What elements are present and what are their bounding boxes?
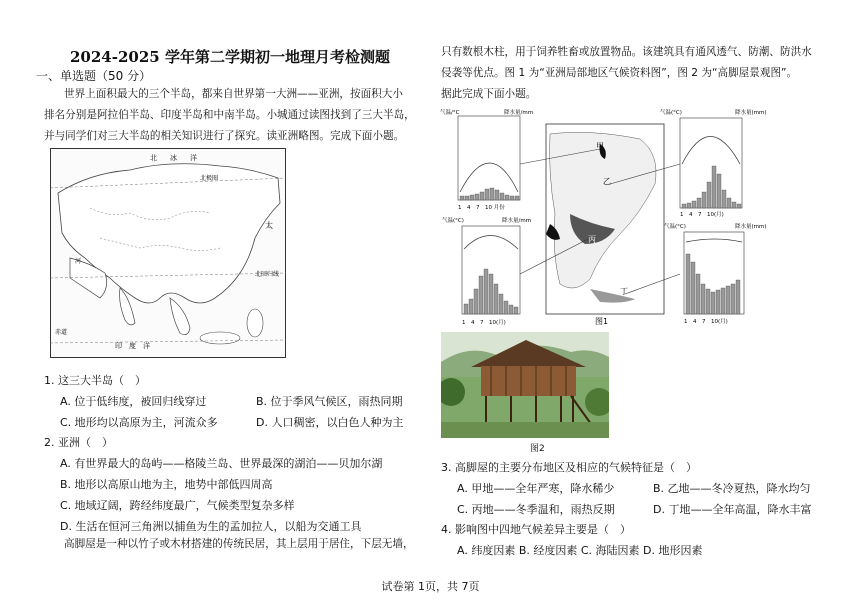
q1-option-b[interactable]: B. 位于季风气候区，雨热同期 <box>256 395 403 408</box>
q4-stem: 4. 影响图中四地气候差异主要是（ ） <box>441 523 631 536</box>
page-title: 2024-2025 学年第二学期初一地理月考检测题 <box>70 48 390 66</box>
fig1-label-bing: 丙 <box>588 235 596 244</box>
q3-option-b[interactable]: B. 乙地——冬冷夏热，降水均匀 <box>653 482 811 495</box>
svg-text:1 4 7 10(月): 1 4 7 10(月) <box>680 212 724 218</box>
svg-text:1 4 7 10(月): 1 4 7 10(月) <box>462 320 506 326</box>
q3-option-a[interactable]: A. 甲地——全年严寒，降水稀少 <box>457 482 615 495</box>
map-label-yang: 洋 <box>190 154 197 162</box>
intro-line-1: 世界上面积最大的三个半岛，都来自世界第一大洲——亚洲，按面积大小 <box>64 88 403 100</box>
q3-option-c[interactable]: C. 丙地——冬季温和，雨热反期 <box>457 503 615 516</box>
fig1-label-jia: 甲 <box>596 142 604 151</box>
right-intro-line-2: 侵袭等优点。图 1 为“亚洲局部地区气候资料图”，图 2 为“高脚屋景观图”。 <box>441 67 798 79</box>
figure-1-climate <box>440 104 820 330</box>
svg-text:气温(°C): 气温(°C) <box>660 110 682 116</box>
fig2-caption: 图2 <box>530 444 545 454</box>
intro-line-2: 排名分别是阿拉伯半岛、印度半岛和中南半岛。小城通过读图找到了三大半岛， <box>44 109 415 121</box>
q1-option-c[interactable]: C. 地形均以高原为主，河流众多 <box>60 416 218 429</box>
q2-option-a[interactable]: A. 有世界最大的岛屿——格陵兰岛、世界最深的湖泊——贝加尔湖 <box>60 457 383 470</box>
map-label-pacific: 太 <box>265 221 273 230</box>
q2-stem: 2. 亚洲（ ） <box>44 436 113 449</box>
svg-text:气温(°C): 气温(°C) <box>442 218 464 224</box>
map-label-arctic-circle: 北极圈 <box>200 175 219 182</box>
stilt-house-intro-left: 高脚屋是一种以竹子或木材搭建的传统民居，其上层用于居住，下层无墙， <box>64 538 414 550</box>
intro-line-3: 并与同学们对三大半岛的相关知识进行了探究。读亚洲略图。完成下面小题。 <box>44 130 405 142</box>
q3-option-d[interactable]: D. 丁地——全年高温，降水丰富 <box>653 503 812 516</box>
q2-option-c[interactable]: C. 地域辽阔，跨经纬度最广，气候类型复杂多样 <box>60 499 295 512</box>
climate-chart-bing <box>442 216 531 326</box>
right-intro-line-3: 据此完成下面小题。 <box>441 88 537 100</box>
svg-text:降水量(mm): 降水量(mm) <box>735 224 767 230</box>
map-label-bing: 冰 <box>170 154 177 162</box>
map-label-equator: 赤道 <box>55 329 68 336</box>
page-footer: 试卷第 1页，共 7页 <box>381 580 480 593</box>
climate-chart-ding <box>664 222 767 325</box>
fig1-caption: 图1 <box>595 317 609 326</box>
q1-stem: 1. 这三大半岛（ ） <box>44 374 146 387</box>
svg-text:降水量/mm: 降水量/mm <box>504 110 534 116</box>
q2-option-d[interactable]: D. 生活在恒河三角洲以捕鱼为生的孟加拉人，以船为交通工具 <box>60 520 362 533</box>
svg-text:气温/°C: 气温/°C <box>440 110 460 116</box>
asia-map <box>50 148 286 358</box>
q3-stem: 3. 高脚屋的主要分布地区及相应的气候特征是（ ） <box>441 461 697 474</box>
fig1-label-yi: 乙 <box>603 177 611 186</box>
svg-text:降水量/mm: 降水量/mm <box>502 218 532 224</box>
map-label-indian-ocean: 印 度 洋 <box>115 342 150 350</box>
q4-options[interactable]: A. 纬度因素 B. 经度因素 C. 海陆因素 D. 地形因素 <box>457 544 703 557</box>
section-heading: 一、单选题（50 分） <box>36 69 152 83</box>
q1-option-a[interactable]: A. 位于低纬度，被回归线穿过 <box>60 395 207 408</box>
q1-option-d[interactable]: D. 人口稠密，以白色人种为主 <box>256 416 404 429</box>
svg-text:1 4 7 10(月): 1 4 7 10(月) <box>684 319 728 325</box>
q2-option-b[interactable]: B. 地形以高原山地为主，地势中部低四周高 <box>60 478 273 491</box>
svg-text:气温(°C): 气温(°C) <box>664 224 686 230</box>
figure-2-stilt-house <box>441 332 609 438</box>
climate-chart-jia <box>440 108 533 211</box>
fig1-label-ding: 丁 <box>620 287 628 296</box>
svg-text:1 4 7 10 月份: 1 4 7 10 月份 <box>458 205 505 211</box>
svg-text:降水量(mm): 降水量(mm) <box>735 110 767 116</box>
climate-chart-yi <box>660 108 767 218</box>
map-label-north: 北 <box>150 154 157 162</box>
map-label-river: 河 <box>75 258 82 265</box>
right-intro-line-1: 只有数根木柱，用于饲养牲畜或放置物品。该建筑具有通风透气、防潮、防洪水 <box>441 46 812 58</box>
map-label-tropic: 北回归线 <box>255 271 280 278</box>
